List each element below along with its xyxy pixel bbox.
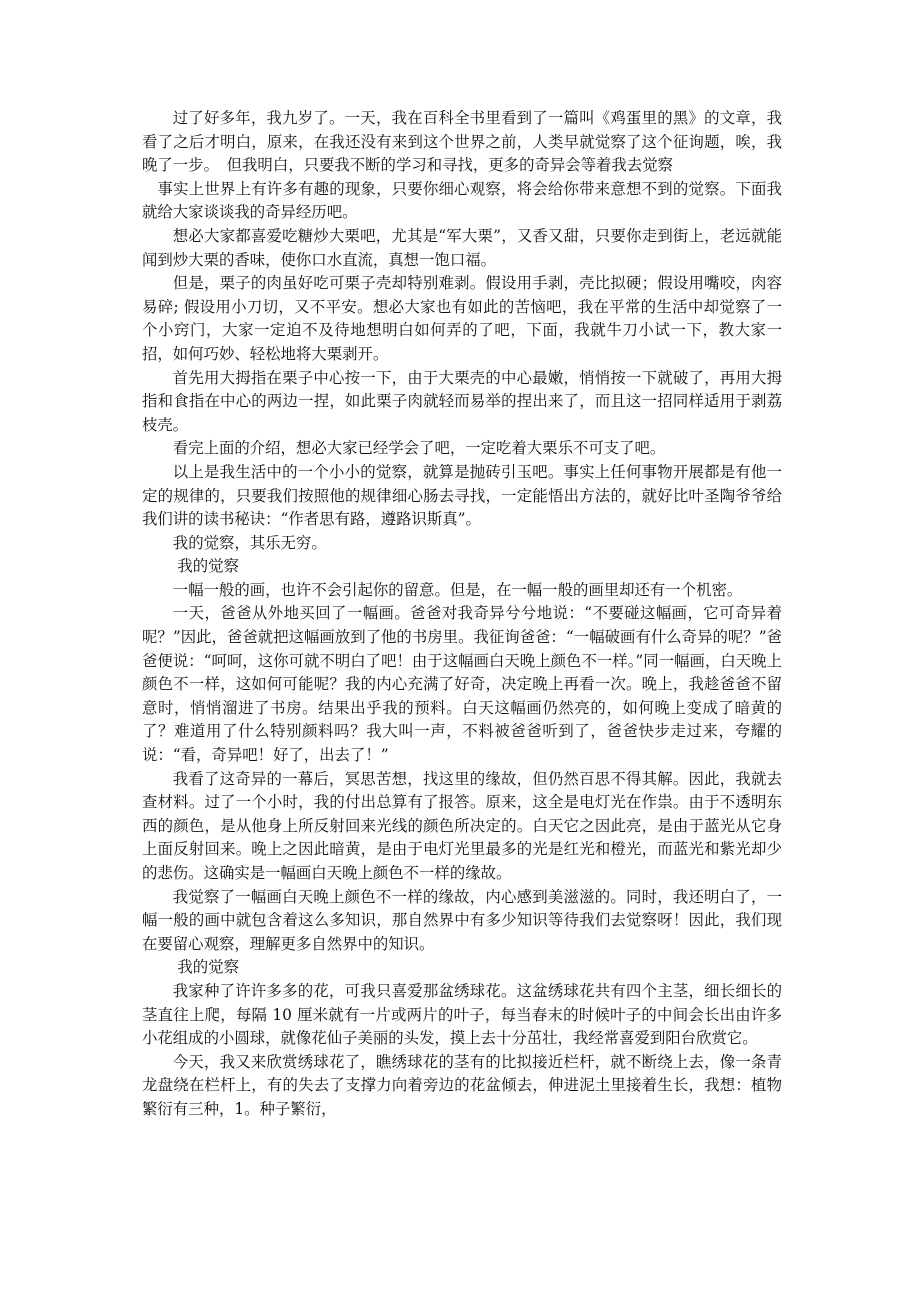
paragraph: 一幅一般的画，也许不会引起你的留意。但是，在一幅一般的画里却还有一个机密。 <box>172 580 743 599</box>
paragraph: 过了好多年，我九岁了。一天，我在百科全书里看到了一篇叫《鸡蛋里的黑》的文章，我看了之后才明白，原来，在我还没有来到这个世界之前，人类早就觉察了这个征询题，唉，我晚了一步。 但我明白，只要我不断的学习和寻找，更多的奇异会等着我去觉察 <box>142 109 782 175</box>
section-title: 我的觉察 <box>177 557 239 576</box>
paragraph: 以上是我生活中的一个小小的觉察，就算是抛砖引玉吧。事实上任何事物开展都是有他一定的规律的，只要我们按照他的规律细心肠去寻找，一定能悟出方法的，就好比叶圣陶爷爷给我们讲的读书秘诀：“作者思有路，遵路识斯真”。 <box>142 462 782 529</box>
paragraph: 事实上世界上有许多有趣的现象，只要你细心观察，将会给你带来意想不到的觉察。下面我就给大家谈谈我的奇异经历吧。 <box>142 179 782 222</box>
document-body <box>142 107 782 1122</box>
paragraph: 我的觉察，其乐无穷。 <box>172 533 327 552</box>
paragraph: 一天，爸爸从外地买回了一幅画。爸爸对我奇异兮兮地说：“不要碰这幅画，它可奇异着呢？”因此，爸爸就把这幅画放到了他的书房里。我征询爸爸：“一幅破画有什么奇异的呢？”爸爸便说：“呵呵，这你可就不明白了吧！由于这幅画白天晚上颜色不一样。”同一幅画，白天晚上颜色不一样，这如何可能呢？我的内心充满了好奇，决定晚上再看一次。晚上，我趁爸爸不留意时，悄悄溜进了书房。结果出乎我的预料。白天这幅画仍然亮的，如何晚上变成了暗黄的了？难道用了什么特别颜料吗？我大叫一声，不料被爸爸听到了，爸爸快步走过来，夸耀的说：“看，奇异吧！好了，出去了！” <box>142 604 782 765</box>
paragraph: 我觉察了一幅画白天晚上颜色不一样的缘故，内心感到美滋滋的。同时，我还明白了，一幅一般的画中就包含着这么多知识，那自然界中有多少知识等待我们去觉察呀！因此，我们现在要留心观察，理解更多自然界中的知识。 <box>142 887 782 953</box>
paragraph: 我家种了许许多多的花，可我只喜爱那盆绣球花。这盆绣球花共有四个主茎，细长细长的茎直往上爬，每隔 10 厘米就有一片或两片的叶子，每当春末的时候叶子的中间会长出由许多小花组成的小圆球，就像花仙子美丽的头发，摸上去十分茁壮，我经常喜爱到阳台欣赏它。 <box>142 981 782 1048</box>
paragraph: 想必大家都喜爱吃糖炒大栗吧，尤其是“军大栗”，又香又甜，只要你走到街上，老远就能闻到炒大栗的香味，使你口水直流，真想一饱口福。 <box>142 226 782 269</box>
section-title: 我的觉察 <box>177 958 239 977</box>
paragraph: 但是，栗子的肉虽好吃可栗子壳却特别难剥。假设用手剥，壳比拟硬；假设用嘴咬，肉容易碎; 假设用小刀切，又不平安。想必大家也有如此的苦恼吧，我在平常的生活中却觉察了一个小窍门，大家一定迫不及待地想明白如何弄的了吧，下面，我就牛刀小试一下，教大家一招，如何巧妙、轻松地将大栗剥开。 <box>142 274 782 363</box>
paragraph: 今天，我又来欣赏绣球花了，瞧绣球花的茎有的比拟接近栏杆，就不断绕上去，像一条青龙盘绕在栏杆上，有的失去了支撑力向着旁边的花盆倾去，伸进泥土里接着生长，我想：植物繁衍有三种，1。种子繁衍， <box>142 1052 782 1118</box>
paragraph: 看完上面的介绍，想必大家已经学会了吧，一定吃着大栗乐不可支了吧。 <box>172 439 666 458</box>
paragraph: 首先用大拇指在栗子中心按一下，由于大栗壳的中心最嫩，悄悄按一下就破了，再用大拇指和食指在中心的两边一捏，如此栗子肉就轻而易举的捏出来了，而且这一招同样适用于剥荔枝壳。 <box>142 368 782 434</box>
paragraph: 我看了这奇异的一幕后，冥思苦想，找这里的缘故，但仍然百思不得其解。因此，我就去查材料。过了一个小时，我的付出总算有了报答。原来，这全是电灯光在作祟。由于不透明东西的颜色，是从他身上所反射回来光线的颜色所决定的。白天它之因此亮，是由于蓝光从它身上面反射回来。晚上之因此暗黄，是由于电灯光里最多的光是红光和橙光，而蓝光和紫光却少的悲伤。这确实是一幅画白天晚上颜色不一样的缘故。 <box>142 769 782 882</box>
